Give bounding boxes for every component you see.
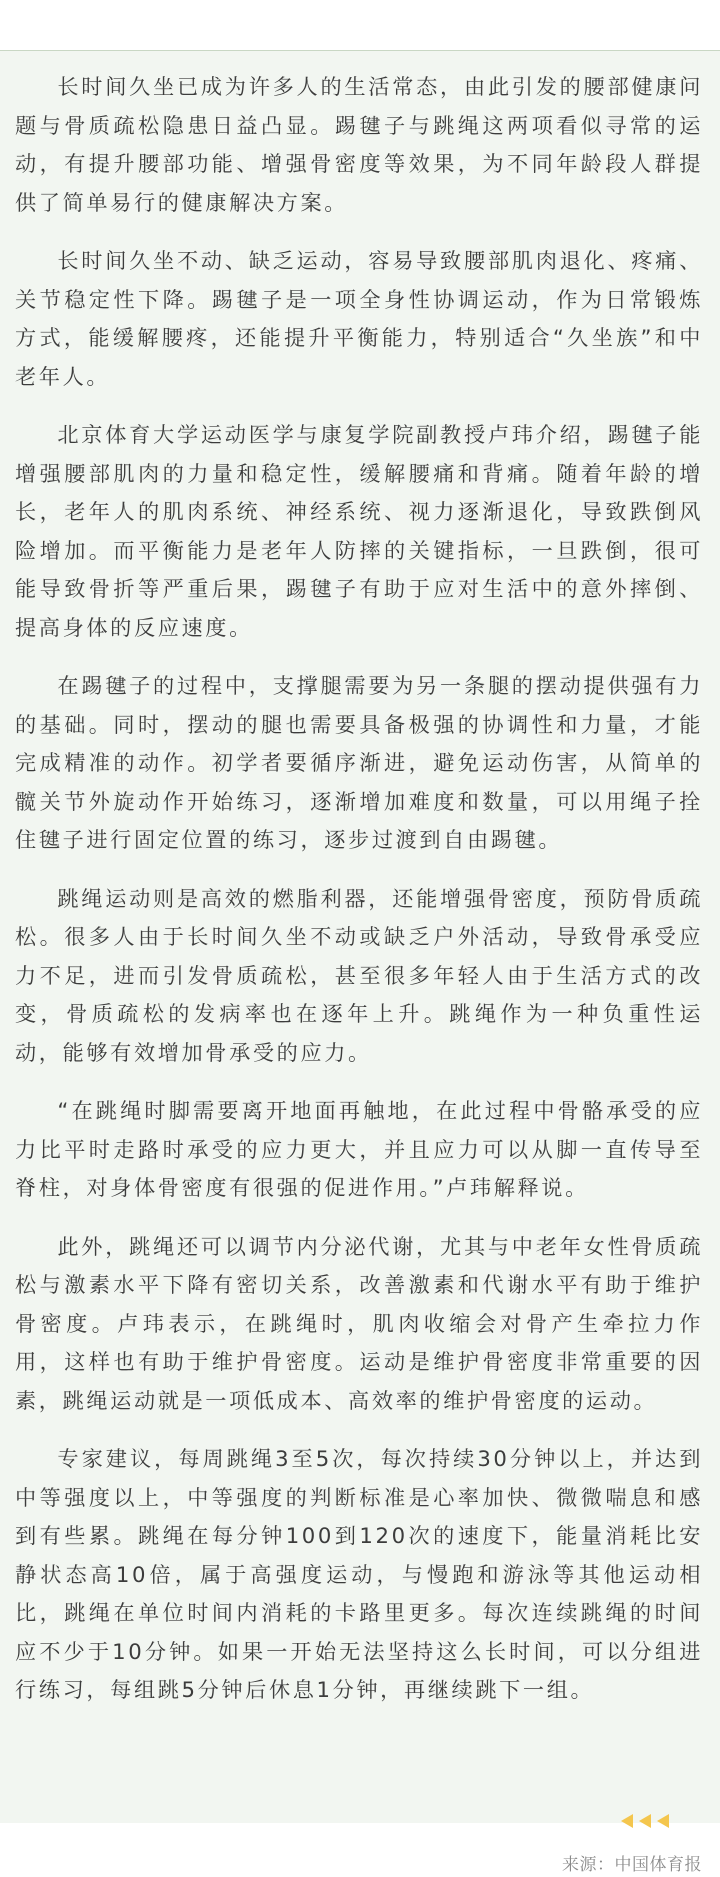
article-paragraph: 在踢毽子的过程中，支撑腿需要为另一条腿的摆动提供强有力的基础。同时，摆动的腿也需要具备极强的协调性和力量，才能完成精准的动作。初学者要循序渐进，避免运动伤害，从简单的髋关节外旋动作开始练习，逐渐增加难度和数量，可以用绳子拴住毽子进行固定位置的练习，逐步过渡到自由踢毽。 <box>15 673 703 852</box>
arrow-left-icon <box>639 1814 651 1828</box>
article-paragraph: 长时间久坐已成为许多人的生活常态，由此引发的腰部健康问题与骨质疏松隐患日益凸显。踢毽子与跳绳这两项看似寻常的运动，有提升腰部功能、增强骨密度等效果，为不同年龄段人群提供了简单易行的健康解决方案。 <box>15 74 703 215</box>
arrow-left-icon <box>621 1814 633 1828</box>
article-panel <box>0 51 720 1823</box>
decorative-arrows <box>621 1811 669 1831</box>
article-paragraph: 跳绳运动则是高效的燃脂利器，还能增强骨密度，预防骨质疏松。很多人由于长时间久坐不动或缺乏户外活动，导致骨承受应力不足，进而引发骨质疏松，甚至很多年轻人由于生活方式的改变，骨质疏松的发病率也在逐年上升。跳绳作为一种负重性运动，能够有效增加骨承受的应力。 <box>15 885 703 1065</box>
article-paragraph: 北京体育大学运动医学与康复学院副教授卢玮介绍，踢毽子能增强腰部肌肉的力量和稳定性，缓解腰痛和背痛。随着年龄的增长，老年人的肌肉系统、神经系统、视力逐渐退化，导致跌倒风险增加。而平衡能力是老年人防摔的关键指标，一旦跌倒，很可能导致骨折等严重后果，踢毽子有助于应对生活中的意外摔倒、提高身体的反应速度。 <box>15 422 703 640</box>
article-paragraph: “在跳绳时脚需要离开地面再触地，在此过程中骨骼承受的应力比平时走路时承受的应力更大，并且应力可以从脚一直传导至脊柱，对身体骨密度有很强的促进作用。”卢玮解释说。 <box>15 1098 703 1200</box>
source-credit: 来源：中国体育报 <box>562 1855 702 1875</box>
article-body <box>15 68 703 1730</box>
article-paragraph: 专家建议，每周跳绳3至5次，每次持续30分钟以上，并达到中等强度以上，中等强度的判断标准是心率加快、微微喘息和感到有些累。跳绳在每分钟100到120次的速度下，能量消耗比安静状态高10倍，属于高强度运动，与慢跑和游泳等其他运动相比，跳绳在单位时间内消耗的卡路里更多。每次连续跳绳的时间应不少于10分钟。如果一开始无法坚持这么长时间，可以分组进行练习，每组跳5分钟后休息1分钟，再继续跳下一组。 <box>15 1446 703 1702</box>
article-paragraph: 长时间久坐不动、缺乏运动，容易导致腰部肌肉退化、疼痛、关节稳定性下降。踢毽子是一项全身性协调运动，作为日常锻炼方式，能缓解腰疼，还能提升平衡能力，特别适合“久坐族”和中老年人。 <box>15 248 703 389</box>
arrow-left-icon <box>657 1814 669 1828</box>
article-paragraph: 此外，跳绳还可以调节内分泌代谢，尤其与中老年女性骨质疏松与激素水平下降有密切关系，改善激素和代谢水平有助于维护骨密度。卢玮表示，在跳绳时，肌肉收缩会对骨产生牵拉力作用，这样也有助于维护骨密度。运动是维护骨密度非常重要的因素，跳绳运动就是一项低成本、高效率的维护骨密度的运动。 <box>15 1233 703 1413</box>
